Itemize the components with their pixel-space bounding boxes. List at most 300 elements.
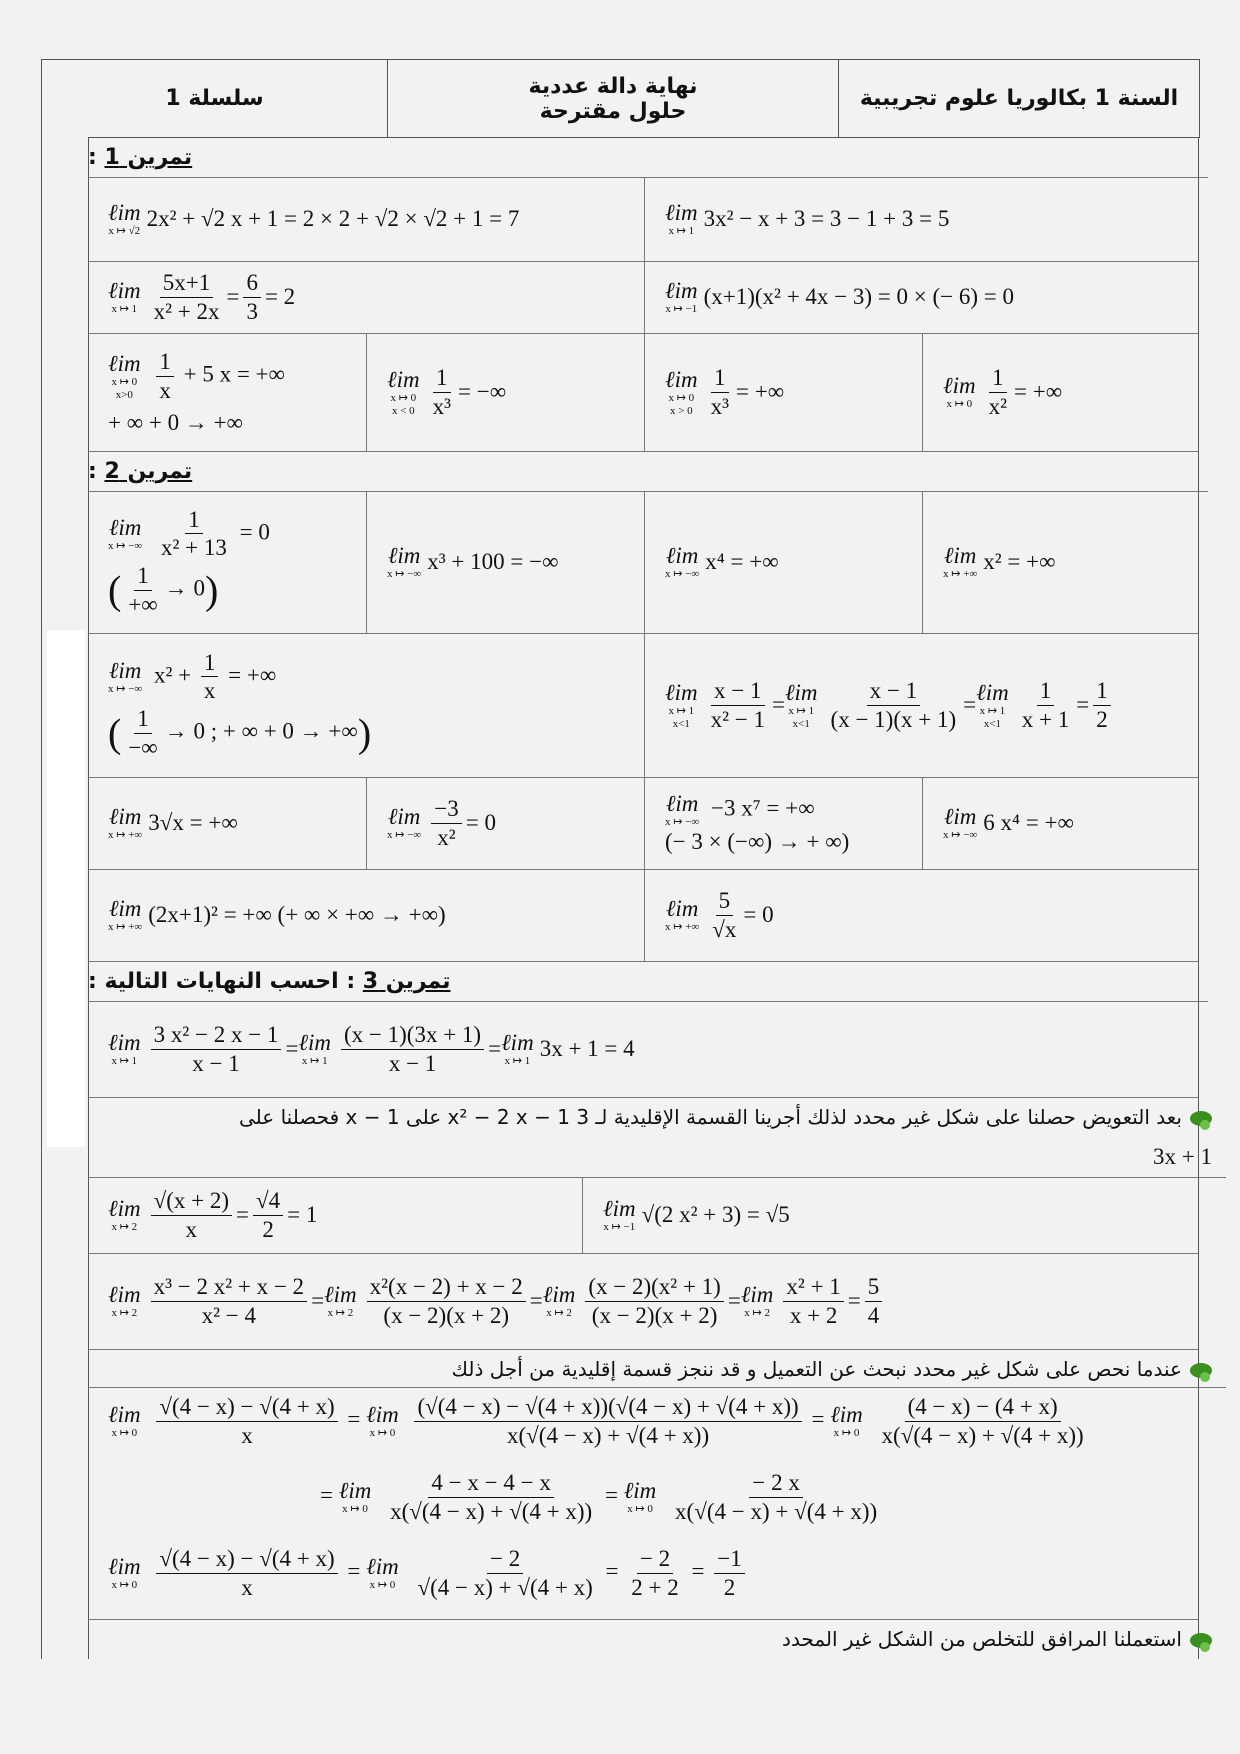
- denominator: √x: [712, 916, 737, 942]
- fraction: [708, 677, 768, 733]
- lim-subscript: x ↦ −∞: [387, 568, 422, 581]
- fraction: [151, 1021, 282, 1077]
- level-text: السنة 1 بكالوريا علوم تجريبية: [859, 86, 1179, 111]
- lim-operator: [366, 1554, 399, 1592]
- lim-subscript: x ↦ 0: [111, 376, 138, 389]
- denominator: x(√(4 − x) + √(4 + x)): [881, 1422, 1084, 1448]
- lim-subscript: x ↦ 1: [668, 705, 695, 717]
- lim-subscript: x ↦ −∞: [665, 568, 700, 581]
- denominator: x: [203, 678, 216, 704]
- ex1-limit-f: [366, 333, 644, 451]
- expression: (x+1)(x² + 4x − 3) = 0 × (− 6) = 0: [703, 284, 1014, 309]
- lim-subscript-condition: x<1: [672, 717, 690, 730]
- lim-subscript: x ↦ −∞: [108, 540, 143, 553]
- title-sub: حلول مقترحة: [539, 98, 687, 124]
- fraction: [783, 1273, 843, 1329]
- lim-subscript: x ↦ −∞: [665, 816, 700, 829]
- lim-operator: [665, 543, 699, 581]
- ex2-limit-e: [88, 633, 644, 777]
- lim-operator: [976, 680, 1009, 731]
- numerator: −1: [714, 1545, 744, 1574]
- lim-word: ℓim: [740, 1282, 774, 1308]
- lim-subscript: x ↦ 1: [111, 303, 138, 316]
- denominator: x + 2: [789, 1302, 838, 1328]
- lim-operator: [785, 680, 818, 731]
- lim-word: ℓim: [830, 1402, 863, 1428]
- lim-word: ℓim: [108, 200, 141, 226]
- ex2-limit-l: [644, 869, 1198, 961]
- lim-word: ℓim: [108, 804, 142, 830]
- ex2-row-2: [88, 633, 1198, 778]
- ex1-row-3: [88, 333, 1198, 452]
- lim-subscript: x ↦ +∞: [108, 921, 143, 934]
- fraction: [672, 1469, 880, 1525]
- ex2-limit-g: [88, 777, 366, 869]
- equals: =: [727, 1288, 741, 1313]
- lim-operator: [108, 1196, 141, 1234]
- expression: = 0: [743, 902, 774, 927]
- ex3-row-bc: [88, 1177, 1198, 1254]
- lim-word: ℓim: [108, 896, 142, 922]
- lim-operator: [665, 896, 699, 934]
- denominator: x + 1: [1021, 706, 1070, 732]
- lim-subscript-condition: x<1: [792, 717, 810, 730]
- lim-word: ℓim: [623, 1478, 657, 1504]
- denominator: √(4 − x) + √(4 + x): [417, 1574, 593, 1600]
- ex3-row-a: [88, 1001, 1198, 1098]
- numerator: 1: [1093, 677, 1111, 706]
- fraction: [201, 649, 219, 705]
- equals: =: [488, 1036, 502, 1061]
- exercise-2-suffix: :: [88, 458, 105, 484]
- lim-subscript: x ↦ +∞: [665, 921, 700, 934]
- numerator: √(x + 2): [151, 1187, 232, 1216]
- exercise-2-label: تمرين 2: [104, 458, 193, 484]
- ex1-limit-b: [644, 177, 1198, 261]
- fraction: [151, 269, 223, 325]
- header-title: [387, 60, 838, 137]
- fraction: [628, 1545, 681, 1601]
- ex2-limit-i: [644, 777, 922, 869]
- exercise-2-heading: [88, 451, 1208, 492]
- lim-operator: [665, 278, 698, 316]
- lim-operator: [624, 1478, 657, 1516]
- lim-subscript: x ↦ 0: [342, 1503, 368, 1516]
- lim-word: ℓim: [108, 1030, 141, 1056]
- exercise-1-label: تمرين 1: [104, 144, 193, 170]
- denominator: x − 1: [388, 1050, 437, 1076]
- lim-subscript: x ↦ 2: [111, 1307, 138, 1320]
- lim-word: ℓim: [108, 1554, 141, 1580]
- ex3-limit-c: [582, 1177, 1198, 1253]
- lim-subscript: x ↦ √2: [108, 225, 141, 238]
- lim-word: ℓim: [387, 804, 421, 830]
- numerator: 5x+1: [160, 269, 213, 298]
- lim-subscript: x ↦ −1: [665, 303, 698, 316]
- lim-operator: [387, 543, 421, 581]
- lim-operator: [830, 1402, 863, 1440]
- numerator: (4 − x) − (4 + x): [905, 1393, 1061, 1422]
- lim-word: ℓim: [108, 514, 142, 540]
- numerator: −3: [431, 795, 461, 824]
- numerator: x − 1: [867, 677, 920, 706]
- numerator: (x − 1)(3x + 1): [341, 1021, 484, 1050]
- numerator: x²(x − 2) + x − 2: [367, 1273, 526, 1302]
- note: ( 1 +∞ → 0): [108, 563, 219, 617]
- equals: =: [604, 1482, 618, 1508]
- lim-subscript: x ↦ 2: [546, 1307, 572, 1320]
- lim-operator: [108, 1402, 141, 1440]
- lim-subscript: x ↦ 0: [369, 1427, 396, 1440]
- denominator: 2: [723, 1574, 736, 1600]
- lim-operator: [108, 658, 142, 696]
- lim-operator: [741, 1282, 774, 1320]
- fraction: [156, 1393, 337, 1449]
- denominator: 2: [262, 1216, 274, 1242]
- expression-prefix: x² +: [154, 662, 192, 688]
- numerator: (x − 2)(x² + 1): [585, 1273, 723, 1302]
- equals: =: [226, 284, 240, 309]
- lim-operator: [665, 367, 698, 418]
- numerator: − 2: [637, 1545, 673, 1574]
- expression: 6 x⁴ = +∞: [983, 810, 1074, 835]
- lim-word: ℓim: [665, 200, 698, 226]
- ex3-note-2: [88, 1349, 1226, 1388]
- lim-subscript: x ↦ 0: [390, 392, 417, 404]
- exercise-3-suffix: : احسب النهايات التالية :: [88, 968, 363, 994]
- lim-subscript: x ↦ 1: [788, 705, 815, 717]
- denominator: x − 1: [192, 1050, 240, 1076]
- note-text: بعد التعويض حصلنا على شكل غير محدد لذلك أجرينا القسمة الإقليدية لـ 3 x² − 2 x − 1 على x − 1 فحصلنا على: [239, 1105, 1182, 1129]
- lim-word: ℓim: [665, 278, 698, 304]
- ex1-limit-a: [88, 177, 644, 261]
- note-result: 3x + 1: [1153, 1144, 1212, 1169]
- lim-subscript: x ↦ 0: [627, 1503, 653, 1516]
- numerator: 1: [185, 506, 203, 535]
- lim-subscript: x ↦ 0: [111, 1427, 138, 1440]
- expression: = +∞: [1014, 379, 1063, 404]
- ex3-limit-e-line2: [320, 1469, 884, 1525]
- denominator: x² − 4: [201, 1302, 257, 1328]
- lim-word: ℓim: [976, 679, 1009, 705]
- numerator: 1: [989, 364, 1007, 393]
- lim-operator: [108, 896, 142, 934]
- exercise-1-suffix: :: [88, 144, 105, 170]
- ex1-limit-h: [922, 333, 1198, 451]
- fraction: [431, 795, 461, 851]
- lim-subscript: x ↦ 0: [369, 1579, 396, 1592]
- fraction: [709, 887, 739, 943]
- lim-word: ℓim: [108, 1402, 141, 1428]
- lim-operator: [108, 1030, 141, 1068]
- fraction: [414, 1545, 595, 1601]
- lim-word: ℓim: [603, 1196, 636, 1222]
- lim-word: ℓim: [338, 1478, 372, 1504]
- exercise-3-heading: [88, 961, 1208, 1002]
- denominator: x²: [437, 824, 456, 850]
- numerator: 1: [201, 649, 219, 678]
- numerator: − 2: [487, 1545, 523, 1574]
- lim-word: ℓim: [501, 1030, 534, 1056]
- ex1-limit-c: [88, 261, 644, 333]
- lim-word: ℓim: [665, 366, 698, 392]
- lim-word: ℓim: [366, 1554, 399, 1580]
- lim-word: ℓim: [387, 366, 420, 392]
- numerator: 4 − x − 4 − x: [428, 1469, 553, 1498]
- equals: =: [1076, 692, 1090, 717]
- fraction: [367, 1273, 526, 1329]
- numerator: 1: [711, 364, 729, 393]
- denominator: x: [159, 377, 171, 403]
- numerator: x³ − 2 x² + x − 2: [151, 1273, 307, 1302]
- denominator: x: [185, 1216, 198, 1242]
- speech-bubble-icon: [1190, 1363, 1212, 1378]
- lim-word: ℓim: [943, 543, 977, 569]
- lim-subscript-condition: x < 0: [391, 404, 415, 417]
- lim-word: ℓim: [108, 657, 142, 683]
- numerator: 5: [865, 1273, 883, 1302]
- numerator: 6: [243, 269, 261, 298]
- expression: x³ + 100 = −∞: [427, 549, 559, 574]
- lim-subscript: x ↦ 1: [979, 705, 1006, 717]
- numerator: (√(4 − x) − √(4 + x))(√(4 − x) + √(4 + x)): [414, 1393, 801, 1422]
- lim-word: ℓim: [943, 804, 977, 830]
- ex1-limit-g: [644, 333, 922, 451]
- note: (− 3 × (−∞) → + ∞): [665, 828, 850, 854]
- equals: =: [847, 1288, 861, 1313]
- lim-operator: [665, 200, 698, 238]
- lim-subscript: x ↦ −1: [603, 1221, 636, 1234]
- lim-word: ℓim: [298, 1030, 332, 1056]
- note-text: استعملنا المرافق للتخلص من الشكل غير المحدد: [782, 1627, 1182, 1651]
- expression: 3x + 1 = 4: [539, 1036, 635, 1061]
- denominator: 2 + 2: [631, 1574, 679, 1600]
- ex2-row-1: [88, 491, 1198, 634]
- equals: =: [529, 1288, 543, 1313]
- denominator: −∞: [128, 734, 158, 760]
- header-series: [42, 60, 387, 137]
- ex3-limit-e-line3: [108, 1545, 749, 1601]
- numerator: 1: [1037, 677, 1055, 706]
- lim-subscript: x ↦ 2: [327, 1307, 354, 1320]
- lim-subscript: x ↦ 1: [668, 225, 695, 238]
- equals: =: [311, 1288, 325, 1313]
- lim-operator: [366, 1402, 399, 1440]
- lim-subscript: x ↦ 0: [668, 392, 695, 404]
- numerator: 1: [134, 705, 152, 734]
- lim-subscript: x ↦ 2: [744, 1307, 770, 1320]
- speech-bubble-icon: [1190, 1111, 1212, 1126]
- lim-operator: [298, 1030, 331, 1068]
- expression: 3x² − x + 3 = 3 − 1 + 3 = 5: [703, 206, 950, 231]
- ex3-note-1: [88, 1097, 1226, 1178]
- result: = 2: [264, 284, 296, 309]
- header-level: [838, 60, 1199, 137]
- denominator: +∞: [128, 591, 158, 617]
- denominator: 2: [1096, 706, 1108, 732]
- lim-word: ℓim: [366, 1402, 399, 1428]
- lim-subscript: x ↦ 1: [504, 1055, 531, 1068]
- lim-operator: [943, 804, 977, 842]
- expression: = +∞: [228, 662, 277, 688]
- fraction: [158, 506, 230, 562]
- lim-word: ℓim: [108, 350, 141, 376]
- lim-word: ℓim: [784, 679, 818, 705]
- fraction: [430, 364, 454, 420]
- lim-word: ℓim: [665, 679, 698, 705]
- lim-subscript: x ↦ 0: [111, 1579, 138, 1592]
- numerator: x² + 1: [783, 1273, 843, 1302]
- solutions-table: [88, 137, 1212, 1659]
- lim-operator: [108, 1282, 141, 1320]
- fraction: [253, 1187, 283, 1243]
- denominator: x²: [988, 393, 1007, 419]
- expression: x² = +∞: [983, 549, 1056, 574]
- fraction: [879, 1393, 1087, 1449]
- equals: =: [691, 1558, 705, 1584]
- equals: =: [771, 692, 785, 717]
- expression: = −∞: [458, 379, 507, 404]
- series-text: سلسلة 1: [165, 86, 264, 111]
- ex1-limit-d: [644, 261, 1198, 333]
- fraction: [986, 364, 1010, 420]
- fraction: [156, 1545, 337, 1601]
- fraction: [243, 269, 261, 325]
- note: + ∞ + 0 → +∞: [108, 410, 243, 436]
- lim-word: ℓim: [324, 1282, 357, 1308]
- lim-subscript: x ↦ −∞: [387, 829, 422, 842]
- expression: 2x² + √2 x + 1 = 2 × 2 + √2 × √2 + 1 = 7: [146, 206, 520, 231]
- lim-operator: [943, 373, 976, 411]
- ex2-limit-k: [88, 869, 644, 961]
- lim-word: ℓim: [108, 1196, 141, 1222]
- ex2-row-3: [88, 777, 1198, 870]
- lim-operator: [665, 791, 699, 829]
- fraction: [341, 1021, 484, 1077]
- ex3-row-e: [88, 1387, 1198, 1620]
- lim-operator: [603, 1196, 636, 1234]
- lim-word: ℓim: [108, 1282, 141, 1308]
- lim-subscript: x ↦ 2: [111, 1221, 138, 1234]
- lim-subscript: x ↦ 0: [833, 1427, 860, 1440]
- lim-word: ℓim: [387, 543, 421, 569]
- note: ( 1 −∞ → 0 ; + ∞ + 0 → +∞): [108, 706, 372, 760]
- equals: =: [320, 1482, 333, 1508]
- expression: = 0: [239, 519, 270, 545]
- note-text: → 0: [164, 575, 205, 601]
- numerator: 3 x² − 2 x − 1: [151, 1021, 282, 1050]
- fraction: [865, 1273, 883, 1329]
- numerator: √(4 − x) − √(4 + x): [156, 1393, 337, 1422]
- ex3-row-d: [88, 1253, 1198, 1350]
- ex2-limit-d: [922, 491, 1198, 633]
- denominator: (x − 1)(x + 1): [830, 706, 957, 732]
- equals: =: [605, 1558, 619, 1584]
- equals: =: [963, 692, 977, 717]
- ex2-row-4: [88, 869, 1198, 962]
- fraction: [708, 364, 732, 420]
- denominator: x² + 2x: [153, 298, 220, 324]
- ex3-limit-b: [88, 1177, 582, 1253]
- lim-word: ℓim: [943, 373, 976, 399]
- lim-word: ℓim: [665, 791, 699, 817]
- lim-subscript-condition: x>0: [115, 388, 133, 401]
- ex2-limit-c: [644, 491, 922, 633]
- title-main: نهاية دالة عددية: [528, 73, 698, 99]
- note-text: → 0 ; + ∞ + 0 → +∞: [164, 718, 358, 744]
- lim-word: ℓim: [542, 1282, 576, 1308]
- denominator: x² + 13: [161, 535, 227, 561]
- expression: 3√x = +∞: [148, 810, 238, 835]
- lim-operator: [665, 680, 698, 731]
- numerator: 1: [134, 562, 152, 591]
- fraction: [387, 1469, 595, 1525]
- expression: x⁴ = +∞: [705, 549, 779, 574]
- fraction: [714, 1545, 744, 1601]
- lim-operator: [108, 1554, 141, 1592]
- expression: = 1: [287, 1202, 318, 1227]
- expression: + 5 x = +∞: [183, 361, 285, 387]
- expression: = +∞: [736, 379, 785, 404]
- fraction: [151, 1273, 307, 1329]
- lim-operator: [108, 804, 142, 842]
- numerator: 5: [716, 887, 734, 916]
- numerator: √4: [253, 1187, 283, 1216]
- lim-subscript: x ↦ −∞: [943, 829, 978, 842]
- lim-subscript: x ↦ +∞: [108, 829, 143, 842]
- note-text: عندما نحص على شكل غير محدد نبحث عن التعميل و قد ننجز قسمة إقليدية من أجل ذلك: [451, 1357, 1182, 1381]
- fraction: [1093, 677, 1111, 733]
- numerator: − 2 x: [749, 1469, 802, 1498]
- expression: √(2 x² + 3) = √5: [641, 1202, 790, 1227]
- ex3-limit-d: [88, 1253, 1198, 1349]
- lim-operator: [943, 543, 977, 581]
- numerator: √(4 − x) − √(4 + x): [156, 1545, 337, 1574]
- lim-operator: [387, 367, 420, 418]
- lim-operator: [108, 515, 142, 553]
- fraction: [828, 677, 960, 733]
- fraction: [151, 1187, 232, 1243]
- denominator: x² − 1: [710, 706, 765, 732]
- lim-subscript-condition: x > 0: [669, 404, 693, 417]
- lim-operator: [387, 804, 421, 842]
- ex1-row-2: [88, 261, 1198, 334]
- fraction: [585, 1273, 723, 1329]
- lim-operator: [324, 1282, 357, 1320]
- equals: =: [811, 1406, 825, 1432]
- lim-subscript: x ↦ 1: [111, 1055, 138, 1068]
- lim-word: ℓim: [665, 896, 699, 922]
- denominator: x(√(4 − x) + √(4 + x)): [675, 1498, 878, 1524]
- ex2-limit-f: [644, 633, 1198, 777]
- denominator: 3: [246, 298, 258, 324]
- equals: =: [236, 1202, 249, 1227]
- denominator: 4: [867, 1302, 880, 1328]
- fraction: [1019, 677, 1072, 733]
- lim-word: ℓim: [665, 543, 699, 569]
- ex3-note-3: [88, 1619, 1226, 1657]
- speech-bubble-icon: [1190, 1633, 1212, 1648]
- ex3-limit-a: [88, 1001, 1198, 1097]
- exercise-3-label: تمرين 3: [362, 968, 451, 994]
- lim-operator: [501, 1030, 534, 1068]
- lim-operator: [339, 1478, 372, 1516]
- equals: =: [285, 1036, 299, 1061]
- lim-subscript: x ↦ 1: [301, 1055, 328, 1068]
- fraction: [156, 348, 174, 404]
- lim-subscript: x ↦ 0: [946, 398, 973, 411]
- numerator: 1: [156, 348, 174, 377]
